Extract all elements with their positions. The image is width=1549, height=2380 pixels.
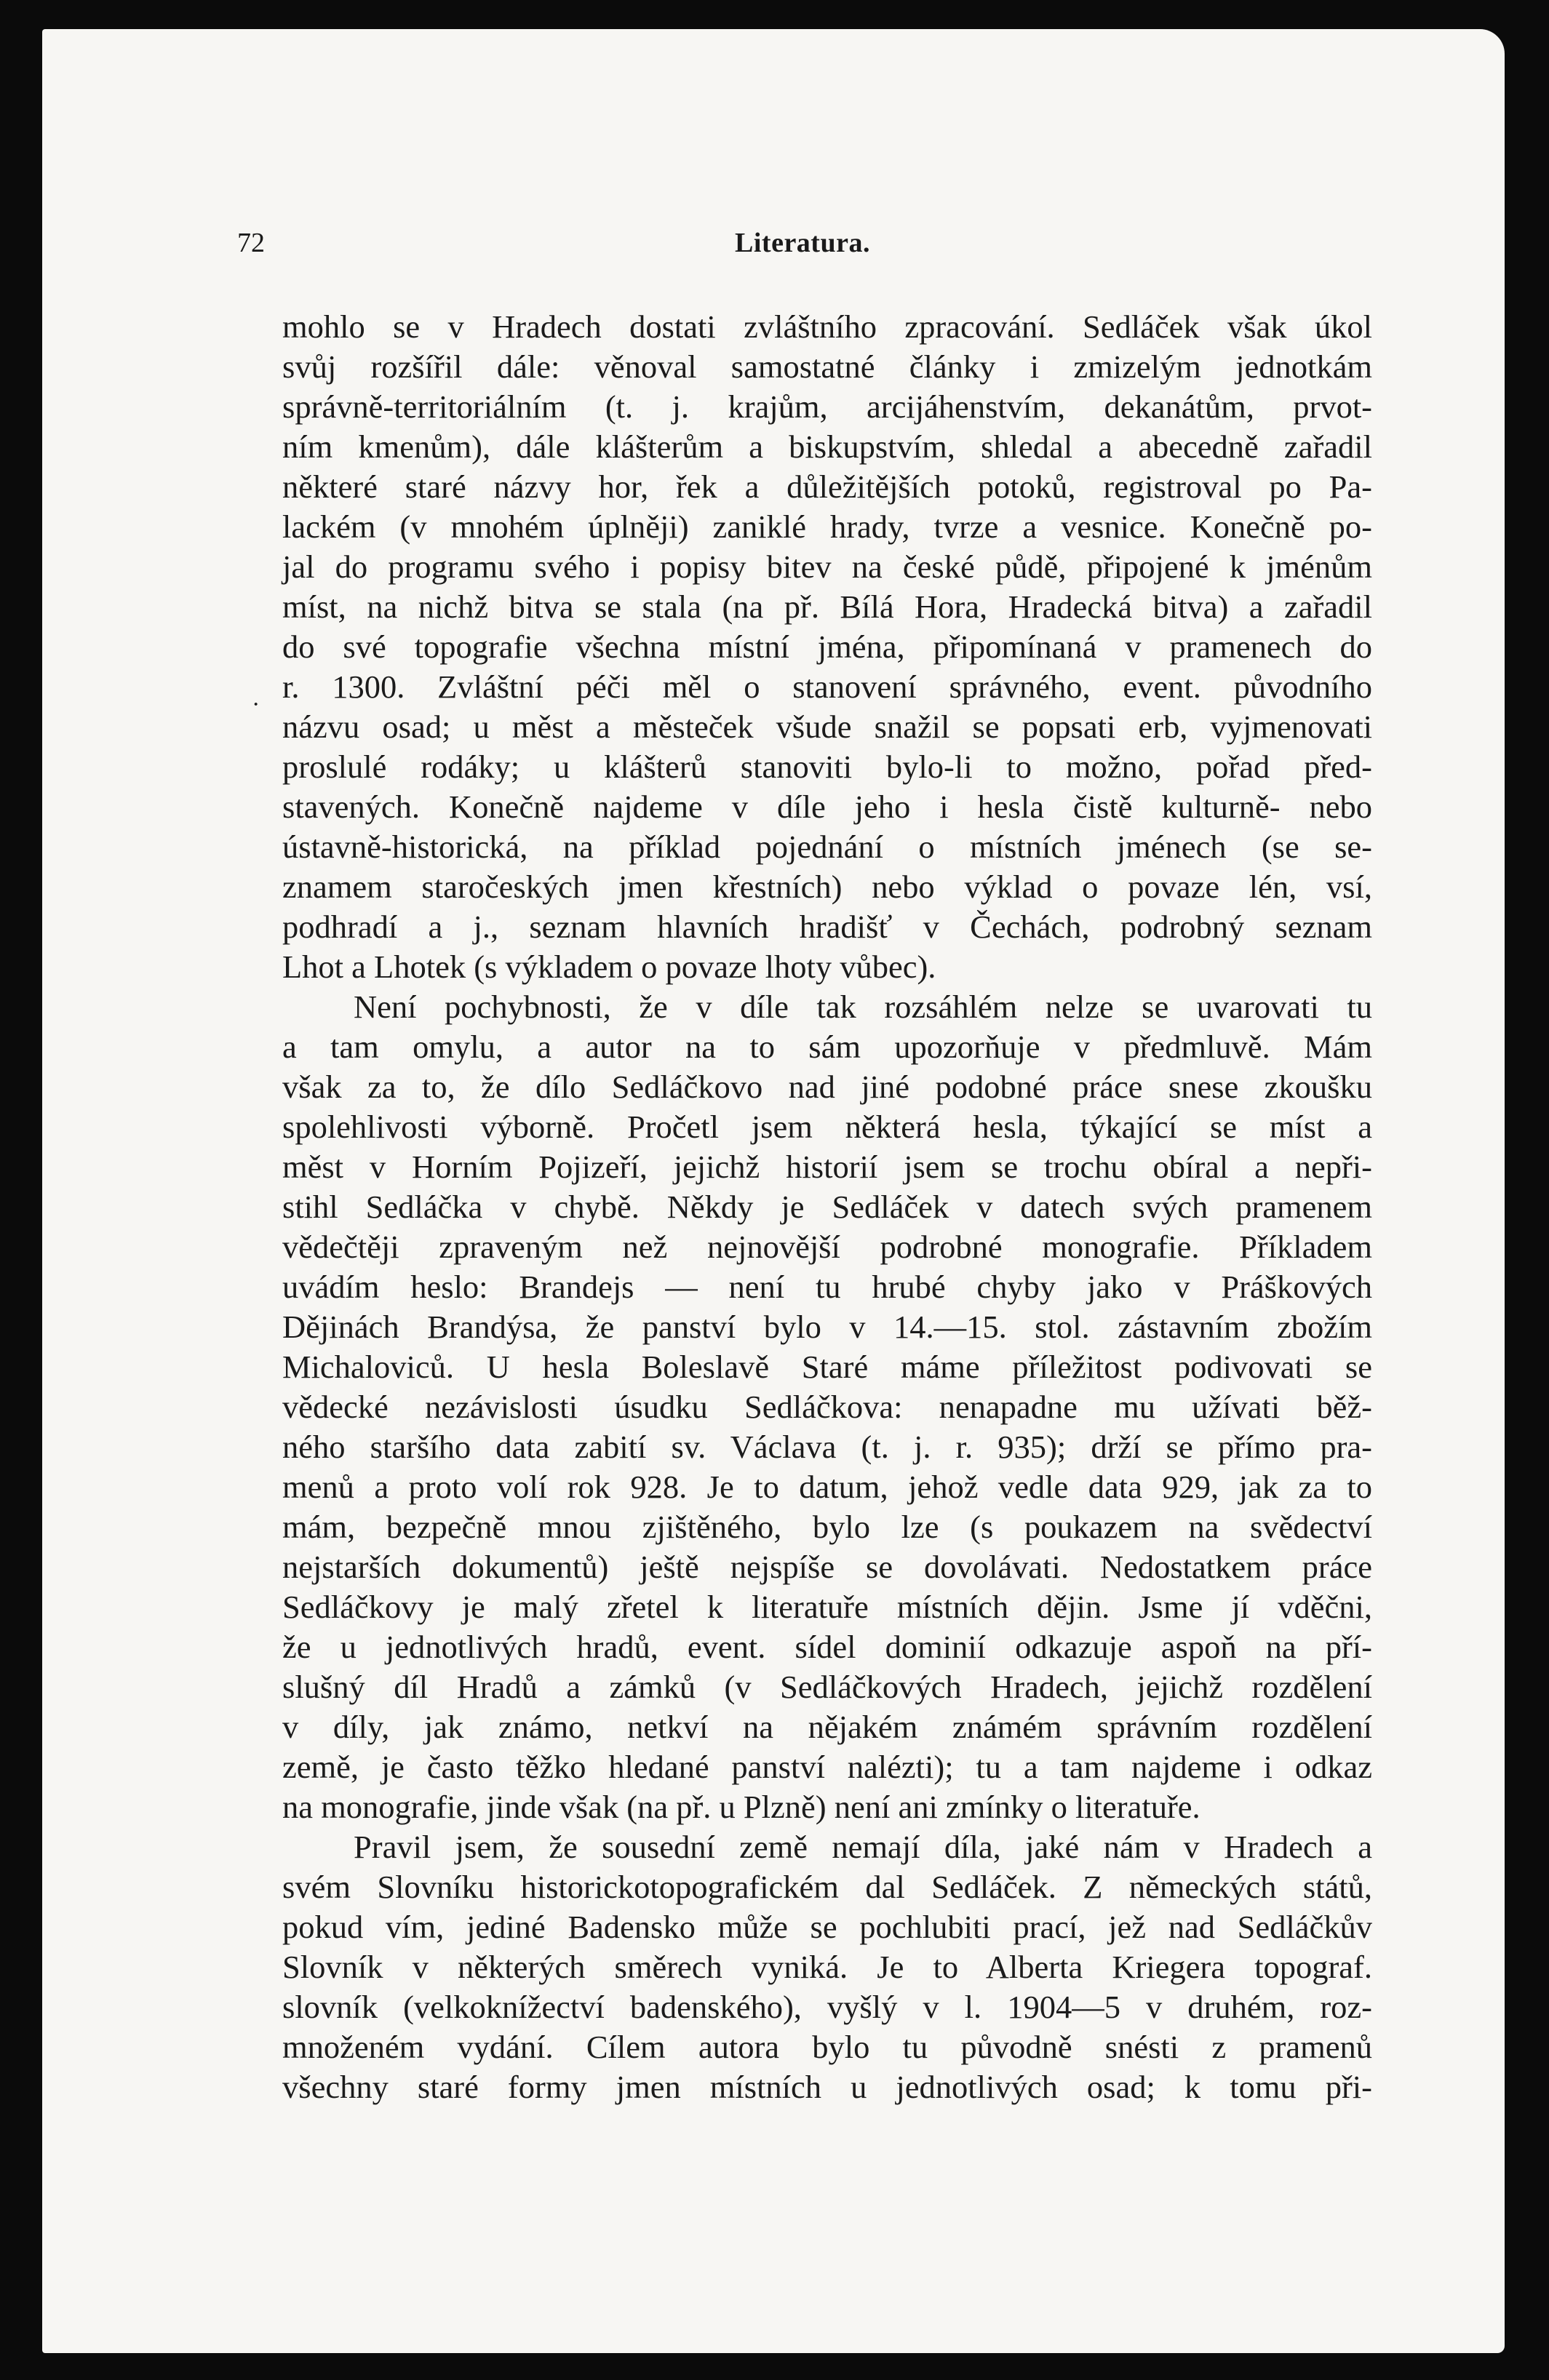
- text-line: podhradí a j., seznam hlavních hradišť v Čechách, podrobný seznam: [282, 909, 1372, 945]
- text-line: správně-territoriálním (t. j. krajům, arcijáhenstvím, dekanátům, prvot-: [282, 388, 1372, 425]
- text-line: všechny staré formy jmen místních u jednotlivých osad; k tomu při-: [282, 2069, 1372, 2105]
- text-line: Michaloviců. U hesla Boleslavě Staré máme příležitost podivovati se: [282, 1349, 1372, 1385]
- text-line: v díly, jak známo, netkví na nějakém známém správním rozdělení: [282, 1709, 1372, 1745]
- text-line: měst v Horním Pojizeří, jejichž historií jsem se trochu obíral a nepři-: [282, 1149, 1372, 1185]
- text-line: a tam omylu, a autor na to sám upozorňuje v předmluvě. Mám: [282, 1029, 1372, 1065]
- text-line: znamem staročeských jmen křestních) nebo výklad o povaze lén, vsí,: [282, 868, 1372, 905]
- text-line: menů a proto volí rok 928. Je to datum, jehož vedle data 929, jak za to: [282, 1469, 1372, 1505]
- text-line: svém Slovníku historickotopografickém dal Sedláček. Z německých států,: [282, 1869, 1372, 1905]
- text-line: do své topografie všechna místní jména, připomínaná v pramenech do: [282, 628, 1372, 665]
- text-line: však za to, že dílo Sedláčkovo nad jiné podobné práce snese zkoušku: [282, 1069, 1372, 1105]
- text-line: stihl Sedláčka v chybě. Někdy je Sedláček v datech svých pramenem: [282, 1189, 1372, 1225]
- text-line: množeném vydání. Cílem autora bylo tu původně snésti z pramenů: [282, 2029, 1372, 2065]
- text-line: některé staré názvy hor, řek a důležitějších potoků, registroval po Pa-: [282, 468, 1372, 505]
- text-line: ústavně-historická, na příklad pojednání o místních jménech (se se-: [282, 828, 1372, 865]
- text-line: Slovník v některých směrech vyniká. Je to Alberta Kriegera topograf.: [282, 1949, 1372, 1985]
- text-line: proslulé rodáky; u klášterů stanoviti bylo-li to možno, pořad před-: [282, 748, 1372, 785]
- paragraph-end-line: na monografie, jinde však (na př. u Plzně) není ani zmínky o literatuře.: [282, 1789, 1200, 1825]
- text-line: pokud vím, jediné Badensko může se pochlubiti prací, jež nad Sedláčkův: [282, 1909, 1372, 1945]
- text-line: mohlo se v Hradech dostati zvláštního zpracování. Sedláček však úkol: [282, 308, 1372, 345]
- text-line: vědečtěji zpraveným než nejnovější podrobné monografie. Příkladem: [282, 1229, 1372, 1265]
- page-header: [237, 227, 1368, 271]
- paragraph-end-line: Lhot a Lhotek (s výkladem o povaze lhoty vůbec).: [282, 949, 936, 985]
- text-line: ním kmenům), dále klášterům a biskupstvím, shledal a abecedně zařadil: [282, 428, 1372, 465]
- text-line: svůj rozšířil dále: věnoval samostatné články i zmizelým jednotkám: [282, 348, 1372, 385]
- text-line: Sedláčkovy je malý zřetel k literatuře místních dějin. Jsme jí vděčni,: [282, 1589, 1372, 1625]
- text-line: míst, na nichž bitva se stala (na př. Bílá Hora, Hradecká bitva) a zařadil: [282, 588, 1372, 625]
- page-number: 72: [237, 228, 265, 258]
- text-line: nejstarších dokumentů) ještě nejspíše se dovolávati. Nedostatkem práce: [282, 1549, 1372, 1585]
- text-line: ného staršího data zabití sv. Václava (t. j. r. 935); drží se přímo pra-: [282, 1429, 1372, 1465]
- margin-dot-mark: ·: [252, 691, 260, 718]
- text-line: slušný díl Hradů a zámků (v Sedláčkových Hradech, jejichž rozdělení: [282, 1669, 1372, 1705]
- text-line: lackém (v mnohém úplněji) zaniklé hrady, tvrze a vesnice. Konečně po-: [282, 508, 1372, 545]
- text-line: Dějinách Brandýsa, že panství bylo v 14.—15. stol. zástavním zbožím: [282, 1309, 1372, 1345]
- text-line: jal do programu svého i popisy bitev na české půdě, připojené k jménům: [282, 548, 1372, 585]
- text-line: slovník (velkoknížectví badenského), vyšlý v l. 1904—5 v druhém, roz-: [282, 1989, 1372, 2025]
- text-line: mám, bezpečně mnou zjištěného, bylo lze (s poukazem na svědectví: [282, 1509, 1372, 1545]
- text-line: spolehlivosti výborně. Pročetl jsem některá hesla, týkající se míst a: [282, 1109, 1372, 1145]
- text-line: stavených. Konečně najdeme v díle jeho i hesla čistě kulturně- nebo: [282, 788, 1372, 825]
- running-title: Literatura.: [735, 228, 870, 258]
- paragraph-start-line: Pravil jsem, že sousední země nemají díla, jaké nám v Hradech a: [354, 1829, 1372, 1865]
- text-line: země, je často těžko hledané panství nalézti); tu a tam najdeme i odkaz: [282, 1749, 1372, 1785]
- paragraph-start-line: Není pochybnosti, že v díle tak rozsáhlém nelze se uvarovati tu: [354, 989, 1372, 1025]
- text-line: že u jednotlivých hradů, event. sídel dominií odkazuje aspoň na pří-: [282, 1629, 1372, 1665]
- text-line: vědecké nezávislosti úsudku Sedláčkova: nenapadne mu užívati běž-: [282, 1389, 1372, 1425]
- text-line: názvu osad; u měst a městeček všude snažil se popsati erb, vyjmenovati: [282, 708, 1372, 745]
- body-text: [282, 307, 1372, 2107]
- text-line: r. 1300. Zvláštní péči měl o stanovení správného, event. původního: [282, 668, 1372, 705]
- text-line: uvádím heslo: Brandejs — není tu hrubé chyby jako v Práškových: [282, 1269, 1372, 1305]
